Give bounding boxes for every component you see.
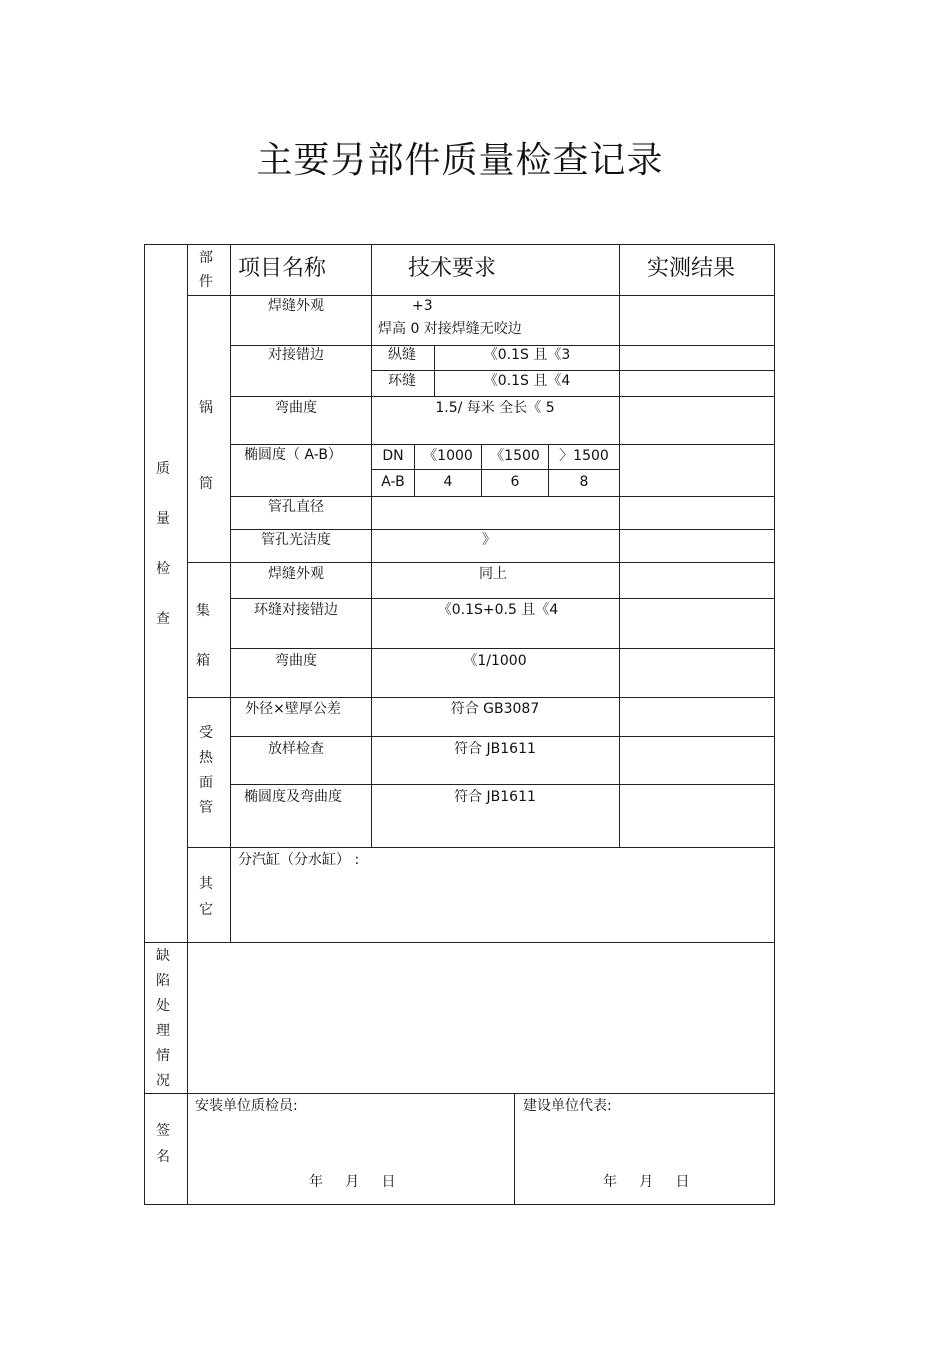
row-divider [230,736,775,737]
ovality-dn-1500: 《1500 [490,448,540,464]
guotong-circumferential-value: 《0.1S 且《4 [483,373,571,389]
jixiang-weld-appearance: 焊缝外观 [268,566,324,582]
ovality-ab-1: 4 [443,474,453,490]
row-divider [230,345,775,346]
jixiang-curvature: 弯曲度 [275,653,317,669]
shoure-layout-req: 符合 JB1611 [454,741,536,757]
page-title: 主要另部件质量检查记录 [256,140,664,181]
table-bottom-border [144,1204,775,1205]
ovality-ab-3: 8 [579,474,589,490]
client-date: 年 月 日 [603,1174,690,1190]
guotong-weld-req-1: +3 [412,298,433,314]
guotong-ovality: 椭圆度（ A-B） [244,447,342,463]
row-divider [144,942,775,943]
qita-label: 其 它 [199,876,213,918]
row-divider [230,784,775,785]
row-divider [188,847,775,848]
guotong-weld-appearance: 焊缝外观 [268,298,324,314]
header-requirement: 技术要求 [408,256,497,281]
row-divider [144,1093,775,1094]
ovality-dn-over-1500: 〉1500 [559,448,609,464]
ovality-ab-label: A-B [381,474,405,490]
shoure-ovality-curvature: 椭圆度及弯曲度 [244,789,342,805]
col-divider [619,244,620,847]
guotong-curvature-req: 1.5/ 每米 全长《 5 [435,400,555,416]
guotong-hole-diameter: 管孔直径 [268,499,324,515]
jixiang-misalignment: 环缝对接错边 [254,602,338,618]
qita-text: 分汽缸（分水缸） : [238,852,360,868]
row-divider [372,469,619,470]
header-part: 部 件 [199,250,213,290]
jixiang-label: 集 箱 [196,603,210,669]
guotong-hole-finish-req: 》 [482,532,496,548]
row-divider [230,396,775,397]
ovality-dn-label: DN [382,448,404,464]
col-divider [514,1093,515,1204]
row-divider [372,370,775,371]
guotong-misalignment: 对接错边 [268,347,324,363]
ovality-dn-1000: 《1000 [423,448,473,464]
guotong-longitudinal-value: 《0.1S 且《3 [483,347,571,363]
header-item: 项目名称 [238,256,327,281]
shoure-label: 受 热 面 管 [199,725,213,816]
shoure-ovality-req: 符合 JB1611 [454,789,536,805]
defect-label: 缺 陷 处 理 情 况 [156,948,170,1089]
shoure-tolerance-req: 符合 GB3087 [450,701,540,717]
row-divider [230,648,775,649]
row-divider [230,529,775,530]
guotong-circumferential-label: 环缝 [388,373,416,389]
jixiang-weld-req: 同上 [479,566,507,582]
table-right-border [774,244,775,1205]
installer-date: 年 月 日 [309,1174,396,1190]
section-quality-label: 质 量 检 查 [156,461,170,627]
guotong-curvature: 弯曲度 [275,400,317,416]
guotong-label: 锅 筒 [199,400,213,492]
row-divider [188,697,775,698]
row-divider [230,598,775,599]
row-divider [230,444,775,445]
jixiang-misalignment-req: 《0.1S+0.5 且《4 [437,602,559,618]
sign-label: 签 名 [156,1123,170,1165]
table-top-border [144,244,775,245]
installer-inspector-label: 安装单位质检员: [195,1098,298,1114]
header-result: 实测结果 [647,256,736,281]
shoure-tolerance: 外径×壁厚公差 [245,701,341,717]
row-divider [188,562,775,563]
ovality-ab-2: 6 [510,474,520,490]
row-divider [230,496,775,497]
guotong-weld-req-2: 焊高 0 对接焊缝无咬边 [378,321,522,337]
row-divider [188,295,775,296]
client-representative-label: 建设单位代表: [523,1098,612,1114]
jixiang-curvature-req: 《1/1000 [463,653,527,669]
guotong-hole-finish: 管孔光洁度 [261,532,331,548]
guotong-longitudinal-label: 纵缝 [388,347,416,363]
shoure-layout-check: 放样检查 [268,741,324,757]
